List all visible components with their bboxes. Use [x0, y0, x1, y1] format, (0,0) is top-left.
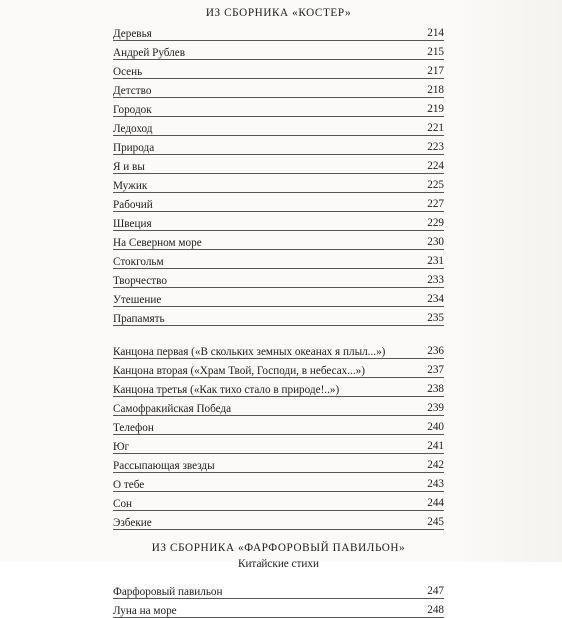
- toc-entry-page: 214: [427, 27, 444, 39]
- section-heading-farforovyi-pavilion: ИЗ СБОРНИКА «ФАРФОРОВЫЙ ПАВИЛЬОН»: [151, 542, 406, 554]
- table-of-contents: [113, 4, 444, 618]
- toc-entry-page: 221: [427, 122, 444, 134]
- toc-entry-title: Утешение: [113, 294, 162, 306]
- toc-entry: [113, 416, 444, 435]
- toc-entry: [113, 492, 444, 511]
- toc-entry-page: 245: [427, 516, 444, 528]
- toc-entry-page: 229: [427, 217, 444, 229]
- toc-entry-title: Самофракийская Победа: [113, 403, 232, 415]
- toc-entry: [113, 136, 444, 155]
- section-subheading: Китайские стихи: [237, 558, 319, 570]
- toc-entry-title: Осень: [113, 66, 143, 78]
- toc-entry: [113, 231, 444, 250]
- toc-entry: [113, 580, 444, 599]
- toc-entry: [113, 79, 444, 98]
- toc-entry: [113, 60, 444, 79]
- toc-entry: [113, 174, 444, 193]
- toc-entry-page: 231: [427, 255, 444, 267]
- toc-entry: [113, 98, 444, 117]
- toc-entry-title: Деревья: [113, 28, 152, 40]
- toc-entry: [113, 326, 444, 359]
- toc-entry-title: Швеция: [113, 218, 152, 230]
- toc-entry: [113, 397, 444, 416]
- toc-entry-page: 247: [427, 585, 444, 597]
- toc-entry-page: 218: [427, 84, 444, 96]
- toc-entry: [113, 117, 444, 136]
- toc-entry: [113, 599, 444, 618]
- toc-entry-title: Городок: [113, 104, 152, 116]
- toc-entry-title: Эзбекие: [113, 517, 152, 529]
- toc-entry-title: Луна на море: [113, 605, 177, 617]
- toc-entry-title: Природа: [113, 142, 155, 154]
- toc-entry-title: Ледоход: [113, 123, 153, 135]
- toc-entry: [113, 269, 444, 288]
- page-bleed-through: [452, 0, 562, 562]
- toc-entry-page: 225: [427, 179, 444, 191]
- toc-entry-page: 244: [427, 497, 444, 509]
- toc-entry-page: 230: [427, 236, 444, 248]
- toc-entry-page: 243: [427, 478, 444, 490]
- toc-entry-title: Прапамять: [113, 313, 165, 325]
- section-spacer: [113, 530, 444, 539]
- toc-entry: [113, 250, 444, 269]
- toc-list-koster: [113, 22, 444, 530]
- toc-entry-title: Канцона первая («В скольких земных океанах я плыл...»): [113, 346, 386, 358]
- toc-entry-page: 215: [427, 46, 444, 58]
- toc-entry-page: 236: [427, 345, 444, 357]
- toc-entry: [113, 41, 444, 60]
- toc-entry-title: Детство: [113, 85, 152, 97]
- toc-entry: [113, 435, 444, 454]
- toc-list-farforovyi-pavilion: [113, 580, 444, 618]
- toc-entry-page: 219: [427, 103, 444, 115]
- toc-entry: [113, 22, 444, 41]
- toc-entry-title: Юг: [113, 441, 130, 453]
- toc-entry-title: На Северном море: [113, 237, 202, 249]
- toc-entry-title: Творчество: [113, 275, 167, 287]
- toc-entry-title: Сон: [113, 498, 133, 510]
- toc-entry-title: Стокгольм: [113, 256, 164, 268]
- toc-entry: [113, 473, 444, 492]
- toc-entry: [113, 359, 444, 378]
- toc-entry-page: 239: [427, 402, 444, 414]
- toc-entry-title: Телефон: [113, 422, 154, 434]
- toc-entry: [113, 155, 444, 174]
- toc-entry-page: 240: [427, 421, 444, 433]
- toc-entry: [113, 288, 444, 307]
- toc-entry: [113, 378, 444, 397]
- toc-entry-page: 233: [427, 274, 444, 286]
- toc-entry-page: 235: [427, 312, 444, 324]
- toc-entry-title: Канцона вторая («Храм Твой, Господи, в небесах...»): [113, 365, 365, 377]
- toc-entry-title: Рабочий: [113, 199, 153, 211]
- toc-entry-page: 223: [427, 141, 444, 153]
- toc-entry-title: Канцона третья («Как тихо стало в природе!..»): [113, 384, 340, 396]
- toc-entry-title: Фарфоровый павильон: [113, 586, 223, 598]
- toc-entry-title: О тебе: [113, 479, 145, 491]
- toc-entry: [113, 212, 444, 231]
- toc-entry-page: 234: [427, 293, 444, 305]
- toc-entry-title: Рассыпающая звезды: [113, 460, 215, 472]
- toc-entry-page: 237: [427, 364, 444, 376]
- toc-entry-page: 224: [427, 160, 444, 172]
- toc-entry-title: Андрей Рублев: [113, 47, 186, 59]
- toc-entry-page: 242: [427, 459, 444, 471]
- toc-entry-title: Я и вы: [113, 161, 145, 173]
- toc-entry-page: 238: [427, 383, 444, 395]
- toc-entry-page: 241: [427, 440, 444, 452]
- toc-entry: [113, 193, 444, 212]
- toc-entry: [113, 454, 444, 473]
- toc-entry-page: 248: [427, 604, 444, 616]
- toc-entry: [113, 307, 444, 326]
- section-heading-koster: ИЗ СБОРНИКА «КОСТЕР»: [205, 7, 352, 19]
- toc-entry-page: 217: [427, 65, 444, 77]
- toc-entry-title: Мужик: [113, 180, 148, 192]
- toc-entry-page: 227: [427, 198, 444, 210]
- section-spacer: [113, 571, 444, 580]
- toc-entry: [113, 511, 444, 530]
